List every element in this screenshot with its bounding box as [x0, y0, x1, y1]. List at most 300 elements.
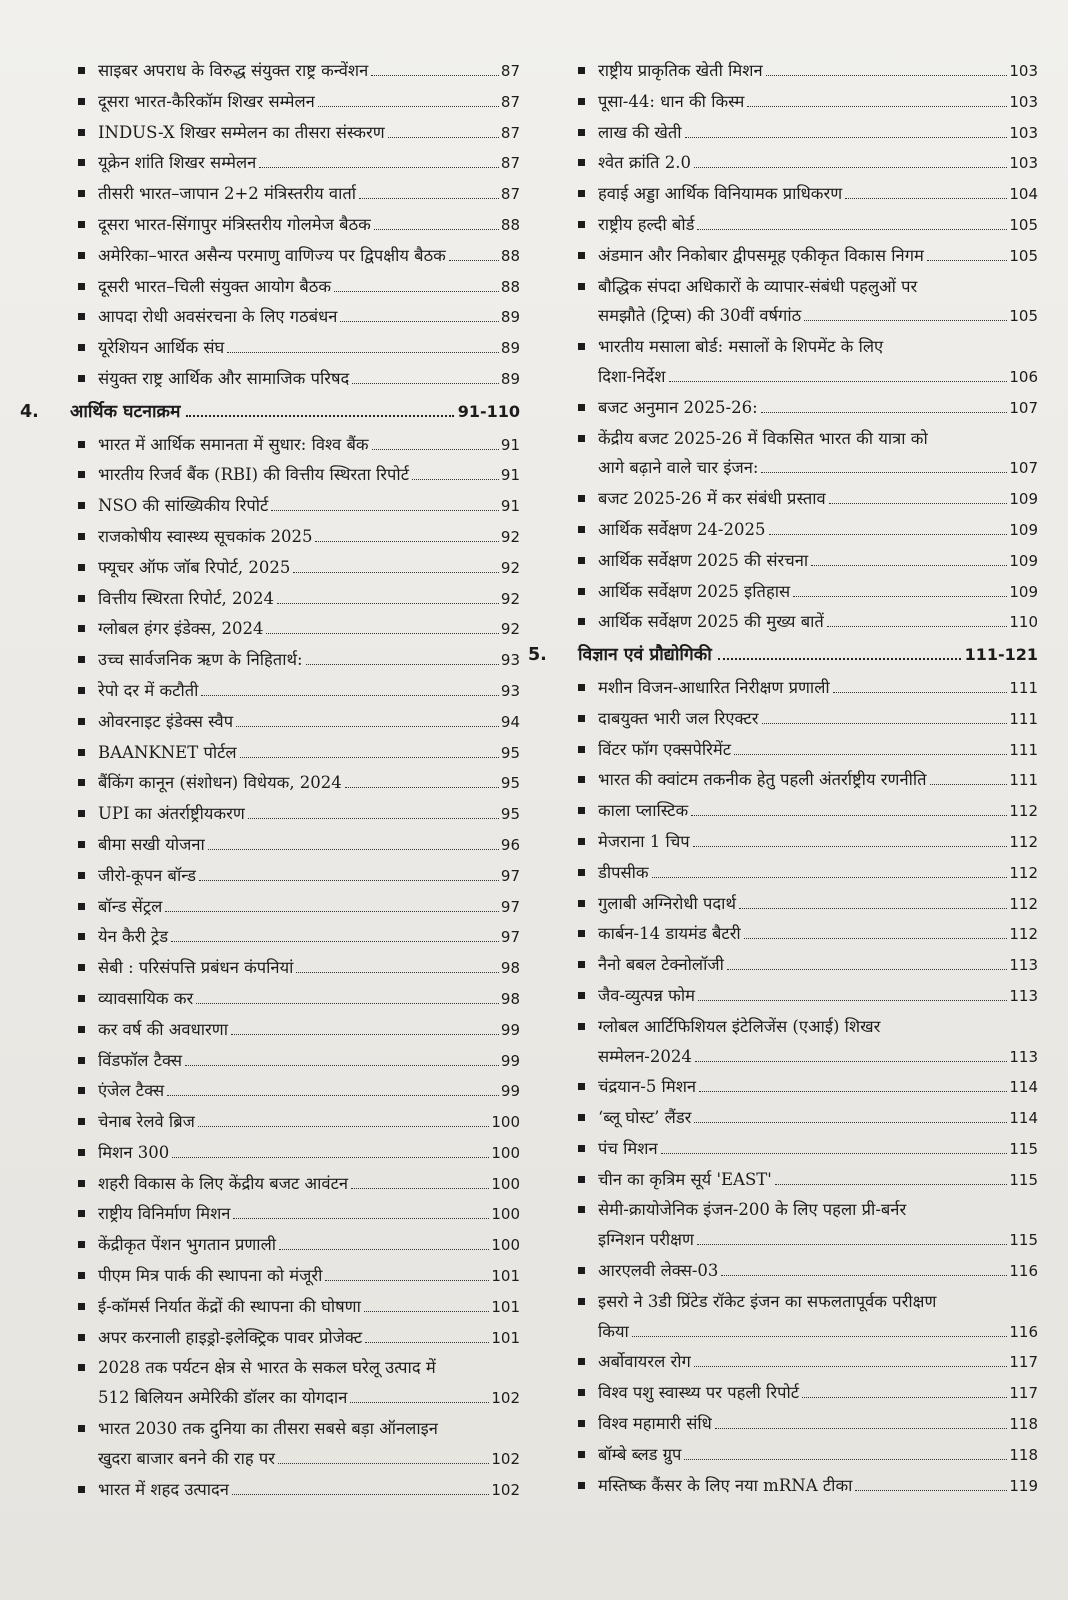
entry-page-number: 117	[1009, 1384, 1038, 1403]
entry-text	[598, 272, 1038, 333]
toc-entry	[528, 1347, 1038, 1378]
entry-page-number: 110	[1009, 613, 1038, 632]
dot-leader	[829, 503, 1008, 504]
section-number: 4.	[20, 401, 39, 422]
toc-entry	[528, 765, 1038, 796]
entry-title-line: अपर करनाली हाइड्रो-इलेक्ट्रिक पावर प्रोजेक्ट	[98, 1327, 363, 1347]
dot-leader	[236, 726, 499, 727]
square-bullet-icon	[578, 961, 585, 968]
toc-entry	[20, 1138, 520, 1169]
entry-text	[98, 1353, 520, 1414]
entry-page-number: 100	[491, 1143, 520, 1162]
entry-title-line: खुदरा बाजार बनने की राह पर	[98, 1448, 276, 1468]
entry-last-line	[598, 1409, 1038, 1440]
toc-entry	[20, 210, 520, 241]
entry-page-number: 107	[1009, 398, 1038, 417]
entry-title-line: विंडफॉल टैक्स	[98, 1050, 183, 1070]
entry-page-number: 95	[500, 743, 520, 762]
toc-entry	[528, 1409, 1038, 1440]
entry-page-number: 113	[1009, 1047, 1038, 1066]
square-bullet-icon	[78, 1210, 85, 1217]
entry-page-number: 101	[491, 1297, 520, 1316]
entry-page-number: 102	[491, 1449, 520, 1468]
toc-entry	[20, 241, 520, 272]
entry-text	[98, 522, 520, 553]
entry-page-number: 115	[1009, 1231, 1038, 1250]
entry-page-number: 111	[1009, 678, 1038, 697]
square-bullet-icon	[578, 1083, 585, 1090]
dot-leader	[199, 880, 499, 881]
toc-entry	[20, 1015, 520, 1046]
entry-page-number: 119	[1009, 1476, 1038, 1495]
entry-title-line: दिशा-निर्देश	[598, 366, 666, 386]
entry-last-line	[98, 491, 520, 522]
entry-last-line	[98, 1444, 520, 1475]
toc-entry	[528, 332, 1038, 393]
entry-text	[598, 950, 1038, 981]
dot-leader	[165, 911, 499, 912]
entry-text	[598, 241, 1038, 272]
dot-leader	[340, 321, 499, 322]
square-bullet-icon	[578, 283, 585, 290]
entry-last-line	[598, 673, 1038, 704]
toc-entry	[528, 1256, 1038, 1287]
dot-leader	[374, 229, 499, 230]
toc-entry	[528, 577, 1038, 608]
toc-entry	[20, 491, 520, 522]
dot-leader	[350, 1402, 489, 1403]
entry-text	[98, 1138, 520, 1169]
toc-entry	[20, 1261, 520, 1292]
dot-leader	[769, 534, 1008, 535]
toc-entry	[20, 364, 520, 395]
entry-title-line: बजट 2025-26 में कर संबंधी प्रस्ताव	[598, 489, 826, 509]
square-bullet-icon	[78, 903, 85, 910]
entry-title-line: मेजराना 1 चिप	[598, 831, 690, 851]
entry-text	[598, 1440, 1038, 1471]
entry-page-number: 92	[500, 589, 520, 608]
square-bullet-icon	[78, 1087, 85, 1094]
entry-page-number: 118	[1009, 1445, 1038, 1464]
dot-leader	[845, 198, 1007, 199]
entry-title-line: सम्मेलन-2024	[598, 1046, 692, 1066]
toc-entry	[20, 984, 520, 1015]
toc-entry	[20, 892, 520, 923]
dot-leader	[334, 291, 499, 292]
entry-page-number: 104	[1009, 185, 1038, 204]
square-bullet-icon	[78, 221, 85, 228]
entry-last-line	[98, 1076, 520, 1107]
toc-entry	[20, 799, 520, 830]
toc-entry	[20, 707, 520, 738]
dot-leader	[248, 818, 499, 819]
entry-text	[98, 707, 520, 738]
entry-title-line: फ्यूचर ऑफ जॉब रिपोर्ट, 2025	[98, 557, 291, 577]
entry-title-line: ग्लोबल हंगर इंडेक्स, 2024	[98, 619, 264, 639]
entry-page-number: 114	[1009, 1078, 1038, 1097]
toc-entry	[528, 210, 1038, 241]
entry-last-line	[598, 453, 1038, 484]
entry-page-number: 98	[500, 959, 520, 978]
entry-last-line	[98, 364, 520, 395]
dot-leader	[388, 137, 499, 138]
toc-entry	[20, 1414, 520, 1475]
toc-entry	[20, 179, 520, 210]
square-bullet-icon	[578, 404, 585, 411]
dot-leader	[715, 1428, 1008, 1429]
toc-entry	[528, 607, 1038, 638]
entry-page-number: 97	[500, 928, 520, 947]
toc-entry	[20, 1046, 520, 1077]
entry-title-line: यूक्रेन शांति शिखर सम्मेलन	[98, 153, 257, 173]
entry-page-number: 87	[500, 62, 520, 80]
entry-title-line: दूसरा भारत-कैरिकॉम शिखर सम्मेलन	[98, 91, 315, 111]
entry-last-line	[598, 1042, 1038, 1073]
entry-title-line: दाबयुक्त भारी जल रिएक्टर	[598, 708, 759, 728]
left-column	[20, 56, 520, 1505]
entry-last-line	[598, 1317, 1038, 1348]
entry-page-number: 95	[500, 805, 520, 824]
entry-title-line: बौद्धिक संपदा अधिकारों के व्यापार-संबंधी पहलुओं पर	[598, 276, 918, 296]
toc-entry	[20, 430, 520, 461]
entry-page-number: 109	[1009, 490, 1038, 509]
toc-entry	[528, 87, 1038, 118]
square-bullet-icon	[78, 502, 85, 509]
entry-title-line: जैव-व्युत्पन्न फोम	[598, 985, 696, 1005]
entry-title-line: बॉन्ड सेंट्रल	[98, 896, 163, 916]
toc-entry	[20, 614, 520, 645]
entry-title-line: दूसरी भारत–चिली संयुक्त आयोग बैठक	[98, 276, 332, 296]
dot-leader	[927, 260, 1008, 261]
entry-text	[98, 1292, 520, 1323]
entry-last-line	[98, 614, 520, 645]
entry-text	[598, 87, 1038, 118]
entry-title-line: बैंकिंग कानून (संशोधन) विधेयक, 2024	[98, 773, 342, 793]
entry-title-line: ओवरनाइट इंडेक्स स्वैप	[98, 711, 234, 731]
entry-text	[598, 546, 1038, 577]
entry-title-line: केंद्रीकृत पेंशन भुगतान प्रणाली	[98, 1235, 277, 1255]
entry-text	[98, 1199, 520, 1230]
square-bullet-icon	[78, 1486, 85, 1493]
entry-page-number: 99	[500, 1082, 520, 1101]
entry-last-line	[98, 1475, 520, 1506]
entry-title-line: कार्बन-14 डायमंड बैटरी	[598, 924, 741, 944]
entry-title-line: भारत की क्वांटम तकनीक हेतु पहली अंतर्राष्ट्रीय रणनीति	[598, 770, 927, 790]
dot-leader	[698, 1000, 1007, 1001]
dot-leader	[669, 381, 1008, 382]
entry-title-line: ‘ब्लू घोस्ट’ लैंडर	[598, 1108, 692, 1128]
square-bullet-icon	[578, 1451, 585, 1458]
toc-entry	[528, 858, 1038, 889]
entry-page-number: 106	[1009, 367, 1038, 386]
entry-last-line	[98, 830, 520, 861]
toc-entry	[20, 861, 520, 892]
entry-page-number: 92	[500, 527, 520, 546]
entry-last-line	[598, 148, 1038, 179]
dot-leader	[739, 908, 1007, 909]
entry-page-number: 103	[1009, 92, 1038, 111]
entry-last-line	[598, 1471, 1038, 1502]
entry-page-number: 87	[500, 185, 520, 204]
square-bullet-icon	[78, 1118, 85, 1125]
dot-leader	[296, 972, 498, 973]
section-title: आर्थिक घटनाक्रम	[70, 401, 181, 422]
entry-last-line	[98, 738, 520, 769]
square-bullet-icon	[578, 1145, 585, 1152]
entry-last-line	[98, 302, 520, 333]
entry-page-number: 91	[500, 435, 520, 454]
entry-last-line	[598, 56, 1038, 87]
dot-leader	[412, 479, 499, 480]
toc-entry	[528, 424, 1038, 485]
entry-text	[98, 861, 520, 892]
right-column	[528, 56, 1038, 1501]
square-bullet-icon	[578, 1389, 585, 1396]
entry-text	[98, 922, 520, 953]
square-bullet-icon	[578, 526, 585, 533]
entry-page-number: 97	[500, 897, 520, 916]
entry-page-number: 111	[1009, 771, 1038, 790]
entry-last-line	[98, 861, 520, 892]
square-bullet-icon	[78, 1180, 85, 1187]
dot-leader	[833, 692, 1008, 693]
dot-leader	[279, 1249, 489, 1250]
square-bullet-icon	[578, 1023, 585, 1030]
entry-last-line	[98, 87, 520, 118]
dot-leader	[697, 229, 1007, 230]
entry-text	[98, 430, 520, 461]
entry-text	[598, 765, 1038, 796]
toc-entry	[20, 148, 520, 179]
entry-title-line: 512 बिलियन अमेरिकी डॉलर का योगदान	[98, 1388, 348, 1408]
entry-page-number: 111	[1009, 740, 1038, 759]
toc-entry	[528, 735, 1038, 766]
square-bullet-icon	[78, 995, 85, 1002]
entry-page-number: 87	[500, 123, 520, 142]
entry-title-line: दूसरा भारत-सिंगापुर मंत्रिस्तरीय गोलमेज बैठक	[98, 214, 371, 234]
square-bullet-icon	[578, 159, 585, 166]
entry-last-line	[598, 577, 1038, 608]
entry-last-line	[98, 333, 520, 364]
dot-leader	[306, 664, 499, 665]
dot-leader	[827, 626, 1008, 627]
entry-text	[98, 768, 520, 799]
dot-leader	[793, 596, 1007, 597]
entry-text	[98, 491, 520, 522]
entry-text	[98, 738, 520, 769]
dot-leader	[185, 1065, 499, 1066]
square-bullet-icon	[78, 933, 85, 940]
entry-title-line: येन कैरी ट्रेड	[98, 927, 169, 947]
toc-entry	[20, 645, 520, 676]
square-bullet-icon	[78, 375, 85, 382]
entry-page-number: 105	[1009, 215, 1038, 234]
entry-last-line	[98, 1323, 520, 1354]
entry-title-line: गुलाबी अग्निरोधी पदार्थ	[598, 893, 737, 913]
entry-page-number: 116	[1009, 1322, 1038, 1341]
dot-leader	[734, 754, 1007, 755]
entry-title-line: हवाई अड्डा आर्थिक विनियामक प्राधिकरण	[598, 184, 843, 204]
dot-leader	[761, 412, 1008, 413]
entry-page-number: 98	[500, 989, 520, 1008]
entry-title-line: चेनाब रेलवे ब्रिज	[98, 1112, 195, 1132]
entry-text	[598, 1287, 1038, 1348]
entry-page-number: 100	[491, 1113, 520, 1132]
square-bullet-icon	[578, 684, 585, 691]
dot-leader	[802, 1397, 1007, 1398]
toc-entry	[528, 889, 1038, 920]
entry-text	[98, 56, 520, 87]
entry-last-line	[598, 362, 1038, 393]
dot-leader	[632, 1336, 1008, 1337]
entry-last-line	[98, 1046, 520, 1077]
entry-text	[598, 1347, 1038, 1378]
square-bullet-icon	[78, 687, 85, 694]
section-title: विज्ञान एवं प्रौद्योगिकी	[578, 645, 712, 666]
dot-leader	[259, 167, 499, 168]
entry-title-line: इसरो ने 3डी प्रिंटेड रॉकेट इंजन का सफलतापूर्वक परीक्षण	[598, 1291, 937, 1311]
section-number: 5.	[528, 645, 547, 666]
entry-text	[598, 1134, 1038, 1165]
entry-title-line: नैनो बबल टेक्नोलॉजी	[598, 955, 724, 975]
toc-entry	[20, 1323, 520, 1354]
dot-leader	[351, 1188, 489, 1189]
entry-last-line	[598, 607, 1038, 638]
entry-text	[98, 676, 520, 707]
entry-title-line: आरएलवी लेक्स-03	[598, 1261, 719, 1281]
entry-text	[598, 735, 1038, 766]
toc-entry	[20, 460, 520, 491]
square-bullet-icon	[578, 190, 585, 197]
entry-title-line: संयुक्त राष्ट्र आर्थिक और सामाजिक परिषद	[98, 368, 350, 388]
entry-text	[598, 1012, 1038, 1073]
entry-title-line: श्वेत क्रांति 2.0	[598, 153, 691, 173]
entry-text	[98, 87, 520, 118]
entry-page-number: 112	[1009, 863, 1038, 882]
toc-entry	[528, 241, 1038, 272]
entry-title-line: आगे बढ़ाने वाले चार इंजन:	[598, 458, 759, 478]
entry-title-line: किया	[598, 1321, 629, 1341]
entry-text	[98, 118, 520, 149]
dot-leader	[167, 1095, 499, 1096]
dot-leader	[201, 695, 498, 696]
toc-entry	[20, 1353, 520, 1414]
dot-leader	[198, 1126, 489, 1127]
entry-text	[598, 210, 1038, 241]
dot-leader	[804, 320, 1007, 321]
entry-title-line: 2028 तक पर्यटन क्षेत्र से भारत के सकल घरेलू उत्पाद में	[98, 1358, 436, 1378]
entry-page-number: 89	[500, 369, 520, 388]
toc-entry	[528, 1287, 1038, 1348]
entry-last-line	[98, 1107, 520, 1138]
square-bullet-icon	[578, 1420, 585, 1427]
entry-last-line	[598, 546, 1038, 577]
square-bullet-icon	[78, 718, 85, 725]
square-bullet-icon	[78, 1272, 85, 1279]
square-bullet-icon	[78, 190, 85, 197]
dot-leader	[691, 815, 1007, 816]
entry-page-number: 93	[500, 651, 520, 670]
dot-leader	[227, 352, 499, 353]
square-bullet-icon	[78, 779, 85, 786]
entry-text	[598, 332, 1038, 393]
square-bullet-icon	[78, 1026, 85, 1033]
toc-entry	[20, 1199, 520, 1230]
entry-page-number: 92	[500, 558, 520, 577]
square-bullet-icon	[78, 1334, 85, 1341]
entry-page-number: 99	[500, 1020, 520, 1039]
entry-last-line	[598, 827, 1038, 858]
dot-leader	[345, 787, 499, 788]
toc-entry	[20, 584, 520, 615]
entry-text	[598, 484, 1038, 515]
entry-text	[98, 1076, 520, 1107]
entry-page-number: 91	[500, 466, 520, 485]
entry-last-line	[598, 950, 1038, 981]
square-bullet-icon	[78, 67, 85, 74]
square-bullet-icon	[578, 1298, 585, 1305]
dot-leader	[449, 260, 499, 261]
entry-last-line	[98, 553, 520, 584]
entry-last-line	[98, 522, 520, 553]
entry-text	[598, 1378, 1038, 1409]
entry-last-line	[598, 301, 1038, 332]
toc-entry	[528, 1072, 1038, 1103]
dot-leader	[240, 757, 499, 758]
toc-entry	[528, 148, 1038, 179]
entry-last-line	[98, 953, 520, 984]
toc-entry	[20, 87, 520, 118]
entry-title-line: काला प्लास्टिक	[598, 801, 689, 821]
entry-text	[98, 614, 520, 645]
entry-last-line	[598, 765, 1038, 796]
toc-entry	[528, 1195, 1038, 1256]
entry-text	[98, 984, 520, 1015]
entry-last-line	[98, 430, 520, 461]
square-bullet-icon	[578, 557, 585, 564]
toc-entry	[528, 796, 1038, 827]
entry-page-number: 95	[500, 774, 520, 793]
entry-title-line: केंद्रीय बजट 2025-26 में विकसित भारत की यात्रा को	[598, 428, 928, 448]
entry-page-number: 100	[491, 1205, 520, 1224]
toc-entry	[528, 179, 1038, 210]
entry-text	[98, 799, 520, 830]
dot-leader	[325, 1280, 489, 1281]
entry-last-line	[598, 393, 1038, 424]
entry-title-line: एंजेल टैक्स	[98, 1081, 165, 1101]
entry-page-number: 118	[1009, 1415, 1038, 1434]
entry-last-line	[98, 118, 520, 149]
entry-title-line: वित्तीय स्थिरता रिपोर्ट, 2024	[98, 588, 274, 608]
entry-page-number: 101	[491, 1267, 520, 1286]
entry-text	[98, 302, 520, 333]
square-bullet-icon	[578, 1206, 585, 1213]
toc-entry	[20, 1475, 520, 1506]
entry-text	[598, 827, 1038, 858]
entry-text	[598, 858, 1038, 889]
entry-last-line	[598, 1165, 1038, 1196]
entry-text	[598, 1471, 1038, 1502]
entry-title-line: चंद्रयान-5 मिशन	[598, 1077, 697, 1097]
entry-text	[598, 1195, 1038, 1256]
square-bullet-icon	[78, 564, 85, 571]
entry-last-line	[98, 460, 520, 491]
entry-title-line: भारतीय रिजर्व बैंक (RBI) की वित्तीय स्थिरता रिपोर्ट	[98, 465, 410, 485]
entry-last-line	[598, 1378, 1038, 1409]
dot-leader	[744, 938, 1008, 939]
entry-page-number: 112	[1009, 894, 1038, 913]
entry-last-line	[598, 210, 1038, 241]
